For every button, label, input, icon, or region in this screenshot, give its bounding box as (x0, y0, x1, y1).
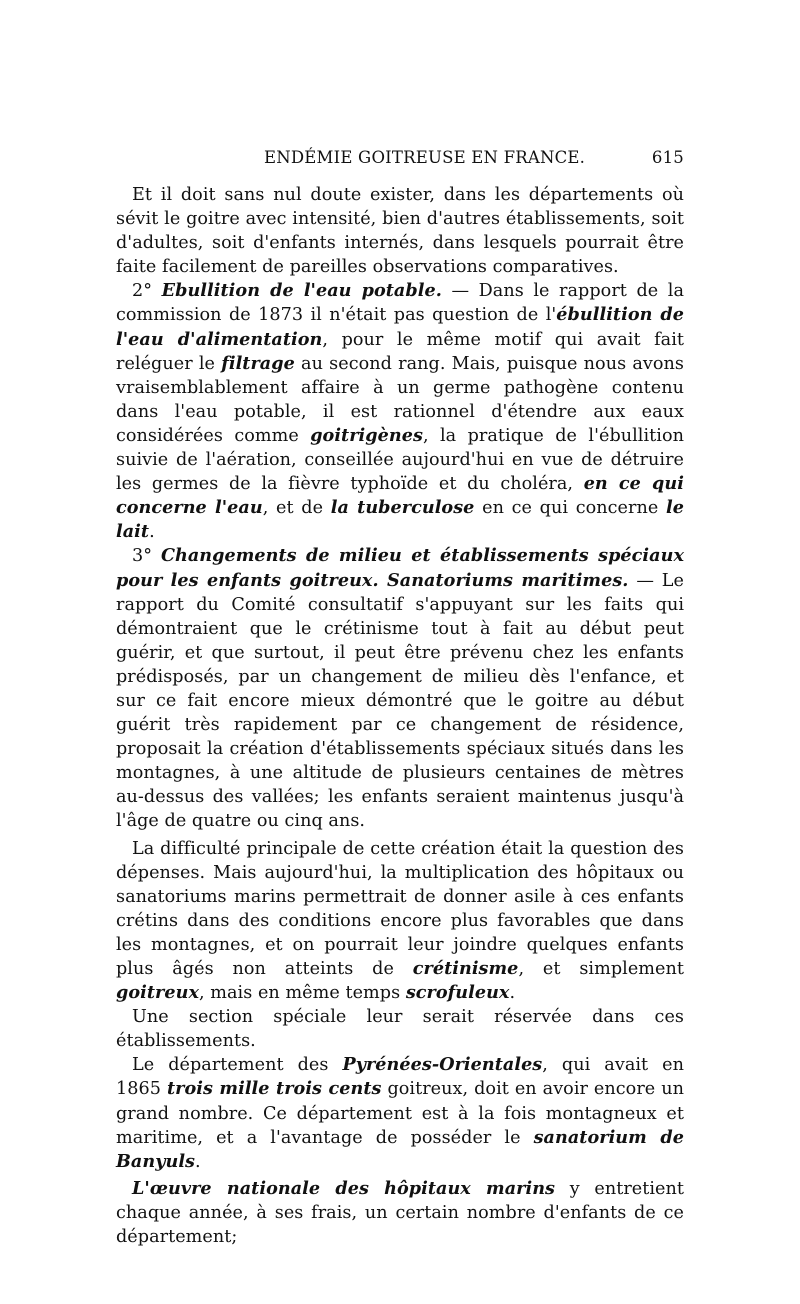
italic-phrase: la tuberculose (330, 497, 475, 519)
text-run: goitreux, doit en avoir encore un grand nombre. Ce département est à la fois montagneux et maritime, et a l'avantage de posséder le (116, 1079, 684, 1148)
text-run: — Dans le rapport de la commission de 1873 il n'était pas question de l' (116, 281, 684, 326)
italic-phrase: Ebullition de l'eau potable. (161, 280, 442, 302)
paragraph (116, 1177, 684, 1249)
text-run: , et de (262, 498, 331, 519)
italic-phrase: ébullition de l'eau d'alimentation (116, 304, 684, 350)
italic-phrase: trois mille trois cents (166, 1078, 382, 1100)
italic-phrase: Pyrénées-Orientales (342, 1054, 543, 1076)
running-title: ENDÉMIE GOITREUSE EN FRANCE. (264, 148, 586, 167)
italic-phrase: scrofuleux (405, 982, 510, 1004)
text-run: . (149, 522, 155, 543)
text-run: Et il doit sans nul doute exister, dans les départements où sévit le goitre avec intensité, bien d'autres établissements, soit d'adultes, soit d'enfants internés, dans lesquels pourrait être faite facilement de pareilles observations comparatives. (116, 185, 684, 278)
italic-phrase: crétinisme (412, 958, 519, 979)
paragraph (116, 183, 684, 279)
italic-phrase: Changements de milieu et établissements spéciaux pour les enfants goitreux. Sanatoriums maritimes. (116, 545, 684, 591)
running-header (116, 148, 684, 172)
paragraph (116, 837, 684, 1006)
text-run: 3° (132, 546, 161, 567)
text-run: au second rang. Mais, puisque nous avons vraisemblablement affaire à un germe pathogène contenu dans l'eau potable, il est rationnel d'étendre aux eaux considérées comme (116, 353, 684, 446)
paragraph (116, 1053, 684, 1173)
italic-phrase: goitreux (116, 982, 199, 1004)
text-run: y entretient chaque année, à ses frais, un certain nombre d'enfants de ce département; (116, 1178, 685, 1248)
italic-phrase: goitrigènes (310, 424, 423, 446)
text-run: , pour le même motif qui avait fait reléguer le (116, 329, 685, 374)
text-run: . (509, 983, 516, 1004)
italic-phrase: le lait (116, 497, 684, 543)
page-number: 615 (651, 148, 684, 167)
text-run: en ce qui concerne (474, 498, 666, 519)
text-run: Le département des (132, 1055, 343, 1076)
text-run: , la pratique de l'ébullition suivie de l'aération, conseillée aujourd'hui en vue de détruire les germes de la fièvre typhoïde et du choléra, (116, 425, 684, 495)
paragraph (116, 279, 684, 544)
text-run: La difficulté principale de cette création était la question des dépenses. Mais aujourd'hui, la multiplication des hôpitaux ou sanatoriums marins permettrait de donner asile à ces enfants crétins dans des conditions encore plus favorables que dans les montagnes, et on pourrait leur joindre quelques enfants plus âgés non atteints de (116, 838, 684, 979)
paragraph (116, 544, 684, 833)
italic-phrase: en ce qui concerne l'eau (116, 473, 684, 519)
body-text (116, 183, 684, 1249)
paragraph (116, 1005, 684, 1053)
italic-phrase: L'œuvre nationale des hôpitaux marins (132, 1177, 556, 1199)
text-run: , qui avait en 1865 (116, 1055, 685, 1100)
text-run: , mais en même temps (199, 983, 406, 1004)
text-run: — Le rapport du Comité consultatif s'appuyant sur les faits qui démontraient que le crétinisme tout à fait au début peut guérir, et que surtout, il peut être prévenu chez les enfants prédisposés, par un changement de milieu dès l'enfance, et sur ce fait encore mieux démontré que le goitre au début guérit très rapidement par ce changement de résidence, proposait la création d'établissements spéciaux situés dans les montagnes, à une altitude de plusieurs centaines de mètres au-dessus des vallées; les enfants seraient maintenus jusqu'à l'âge de quatre ou cinq ans. (116, 570, 685, 832)
italic-phrase: sanatorium de Banyuls (116, 1126, 684, 1172)
italic-phrase: filtrage (221, 352, 295, 374)
text-run: Une section spéciale leur serait réservée dans ces établissements. (116, 1007, 684, 1052)
text-run: 2° (132, 281, 162, 302)
text-run: . (195, 1151, 201, 1172)
text-run: , et simplement (518, 959, 684, 979)
